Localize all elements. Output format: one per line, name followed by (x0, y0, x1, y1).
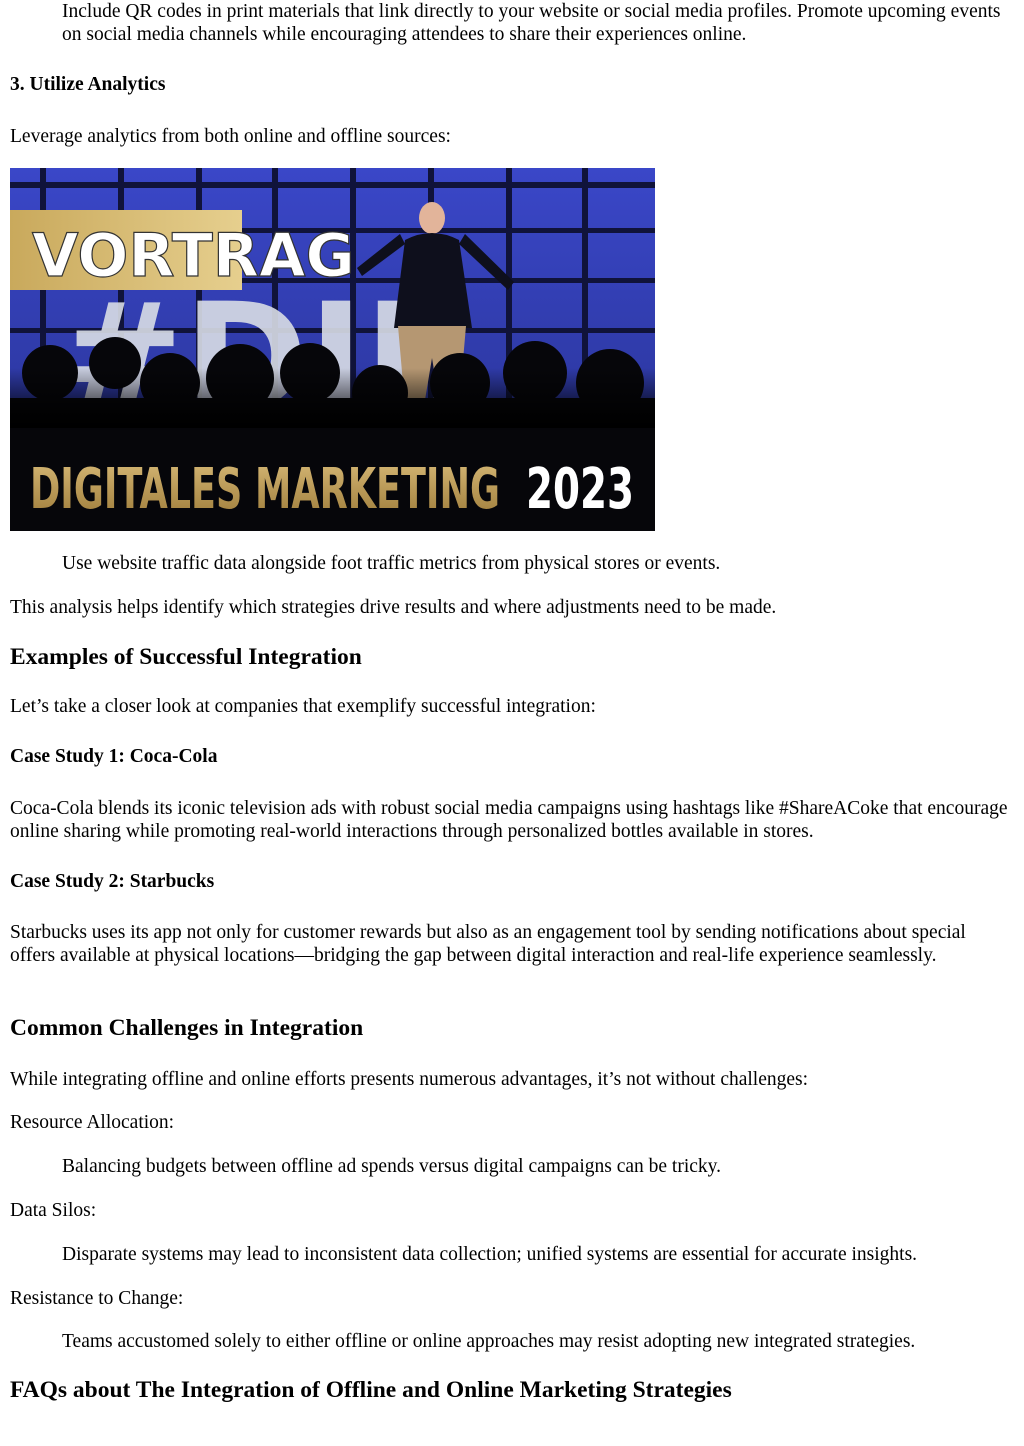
analytics-summary: This analysis helps identify which strategies drive results and where adjustments need to be made. (10, 597, 777, 618)
case-study-2-heading: Case Study 2: Starbucks (10, 871, 215, 892)
case-study-1-heading: Case Study 1: Coca-Cola (10, 746, 218, 767)
section-heading-utilize-analytics: 3. Utilize Analytics (10, 74, 166, 95)
vortrag-badge-text: VORTRAG (32, 221, 355, 291)
challenge-description: Balancing budgets between offline ad spends versus digital campaigns can be tricky. (62, 1156, 722, 1177)
heading-challenges: Common Challenges in Integration (10, 1015, 364, 1041)
banner-year-text: 2023 (526, 457, 634, 522)
challenge-term: Resistance to Change: (10, 1288, 184, 1309)
analytics-lead-paragraph: Leverage analytics from both online and offline sources: (10, 126, 451, 147)
challenge-description: Teams accustomed solely to either offline or online approaches may resist adopting new integrated strategies. (62, 1331, 916, 1352)
challenge-description: Disparate systems may lead to inconsistent data collection; unified systems are essential for accurate insights. (62, 1244, 918, 1265)
analytics-bullet: Use website traffic data alongside foot traffic metrics from physical stores or events. (62, 553, 721, 574)
heading-examples: Examples of Successful Integration (10, 644, 362, 670)
heading-faqs: FAQs about The Integration of Offline and Online Marketing Strategies (10, 1377, 732, 1403)
banner-title-text: DIGITALES MARKETING (30, 457, 500, 522)
examples-lead: Let’s take a closer look at companies that exemplify successful integration: (10, 696, 596, 717)
challenge-term: Resource Allocation: (10, 1112, 175, 1133)
challenges-lead: While integrating offline and online efforts presents numerous advantages, it’s not without challenges: (10, 1069, 809, 1090)
challenge-term: Data Silos: (10, 1200, 97, 1221)
digital-marketing-talk-image (10, 168, 655, 531)
intro-paragraph: Include QR codes in print materials that link directly to your website or social media profiles. Promote upcoming events on social media channels while encouraging attendees to share their experiences online. (62, 1, 1001, 45)
case-study-1-body: Coca-Cola blends its iconic television ads with robust social media campaigns using hashtags like #ShareACoke that encourage online sharing while promoting real-world interactions through personalized bottles available in stores. (10, 798, 1008, 842)
case-study-2-body: Starbucks uses its app not only for customer rewards but also as an engagement tool by sending notifications about special offers available at physical locations—bridging the gap between digital interaction and real-life experience seamlessly. (10, 922, 966, 966)
